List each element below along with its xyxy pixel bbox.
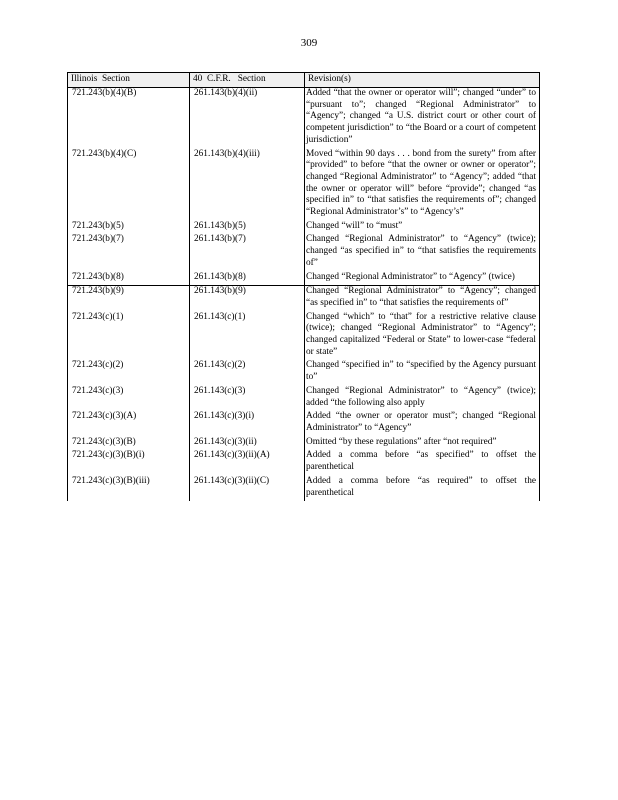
cfr-section-cell: 261.143(b)(9) <box>190 286 305 312</box>
table-row <box>68 476 540 501</box>
cfr-section-cell: 261.143(c)(1) <box>190 312 305 361</box>
revision-cell: Changed “Regional Administrator” to “Agency”; changed “as specified in” to “that satisfies the requirements of” <box>305 286 540 312</box>
revision-cell: Added a comma before “as required” to offset the parenthetical <box>305 476 540 501</box>
table-row <box>68 386 540 411</box>
revision-cell: Omitted “by these regulations” after “not required” <box>305 437 540 451</box>
illinois-section-cell: 721.243(c)(2) <box>68 360 190 385</box>
cfr-section-cell: 261.143(c)(3)(ii)(A) <box>190 450 305 475</box>
revision-table <box>67 72 540 501</box>
cfr-section-cell: 261.143(b)(7) <box>190 234 305 271</box>
cfr-section-cell: 261.143(c)(3)(ii)(C) <box>190 476 305 501</box>
revision-cell: Added “that the owner or operator will”; changed “under” to “pursuant to”; changed “Regional Administrator” to “Agency”; changed “a U.S. district court or other court of competent jurisdiction” to “the Board or a court of competent jurisdiction” <box>305 88 540 149</box>
table-row <box>68 272 540 286</box>
revision-cell: Changed “Regional Administrator” to “Agency” (twice); changed “as specified in” to “that satisfies the requirements of” <box>305 234 540 271</box>
illinois-section-cell: 721.243(c)(3)(A) <box>68 411 190 436</box>
table-row <box>68 450 540 475</box>
cfr-section-cell: 261.143(b)(4)(ii) <box>190 88 305 149</box>
illinois-section-cell: 721.243(c)(1) <box>68 312 190 361</box>
illinois-section-cell: 721.243(b)(7) <box>68 234 190 271</box>
cfr-section-cell: 261.143(b)(5) <box>190 221 305 235</box>
cfr-section-cell: 261.143(c)(3)(ii) <box>190 437 305 451</box>
table-row <box>68 286 540 312</box>
revision-cell: Changed “will” to “must” <box>305 221 540 235</box>
cfr-section-cell: 261.143(c)(2) <box>190 360 305 385</box>
revision-cell: Changed “which” to “that” for a restrictive relative clause (twice); changed “Regional Administrator” to “Agency”; changed capitalized “Federal or State” to lower-case “federal or state” <box>305 312 540 361</box>
illinois-section-cell: 721.243(c)(3) <box>68 386 190 411</box>
table-row <box>68 360 540 385</box>
table-row <box>68 437 540 451</box>
header-revisions: Revision(s) <box>305 73 540 88</box>
revision-cell: Changed “specified in” to “specified by the Agency pursuant to” <box>305 360 540 385</box>
revision-cell: Changed “Regional Administrator” to “Agency” (twice); added “the following also apply <box>305 386 540 411</box>
illinois-section-cell: 721.243(c)(3)(B)(i) <box>68 450 190 475</box>
illinois-section-cell: 721.243(c)(3)(B)(iii) <box>68 476 190 501</box>
cfr-section-cell: 261.143(c)(3)(i) <box>190 411 305 436</box>
table-header-row <box>68 73 540 88</box>
illinois-section-cell: 721.243(b)(5) <box>68 221 190 235</box>
illinois-section-cell: 721.243(c)(3)(B) <box>68 437 190 451</box>
table-row <box>68 234 540 271</box>
illinois-section-cell: 721.243(b)(4)(C) <box>68 149 190 221</box>
table-row <box>68 312 540 361</box>
header-cfr-section: 40 C.F.R. Section <box>190 73 305 88</box>
illinois-section-cell: 721.243(b)(4)(B) <box>68 88 190 149</box>
table-row <box>68 411 540 436</box>
revision-cell: Added “the owner or operator must”; changed “Regional Administrator” to “Agency” <box>305 411 540 436</box>
table-row <box>68 221 540 235</box>
revision-cell: Changed “Regional Administrator” to “Agency” (twice) <box>305 272 540 286</box>
revision-cell: Added a comma before “as specified” to offset the parenthetical <box>305 450 540 475</box>
table-row <box>68 88 540 149</box>
illinois-section-cell: 721.243(b)(8) <box>68 272 190 286</box>
table-row <box>68 149 540 221</box>
header-illinois-section: Illinois Section <box>68 73 190 88</box>
cfr-section-cell: 261.143(b)(8) <box>190 272 305 286</box>
cfr-section-cell: 261.143(c)(3) <box>190 386 305 411</box>
page-number: 309 <box>300 37 318 49</box>
illinois-section-cell: 721.243(b)(9) <box>68 286 190 312</box>
cfr-section-cell: 261.143(b)(4)(iii) <box>190 149 305 221</box>
revision-cell: Moved “within 90 days . . . bond from the surety” from after “provided” to before “that the owner or owner or operator”; changed “Regional Administrator” to “Agency”; added “that the owner or operator will” before “provide”; changed “as specified in” to “that satisfies the requirements of”; changed “Regional Administrator’s” to “Agency’s” <box>305 149 540 221</box>
